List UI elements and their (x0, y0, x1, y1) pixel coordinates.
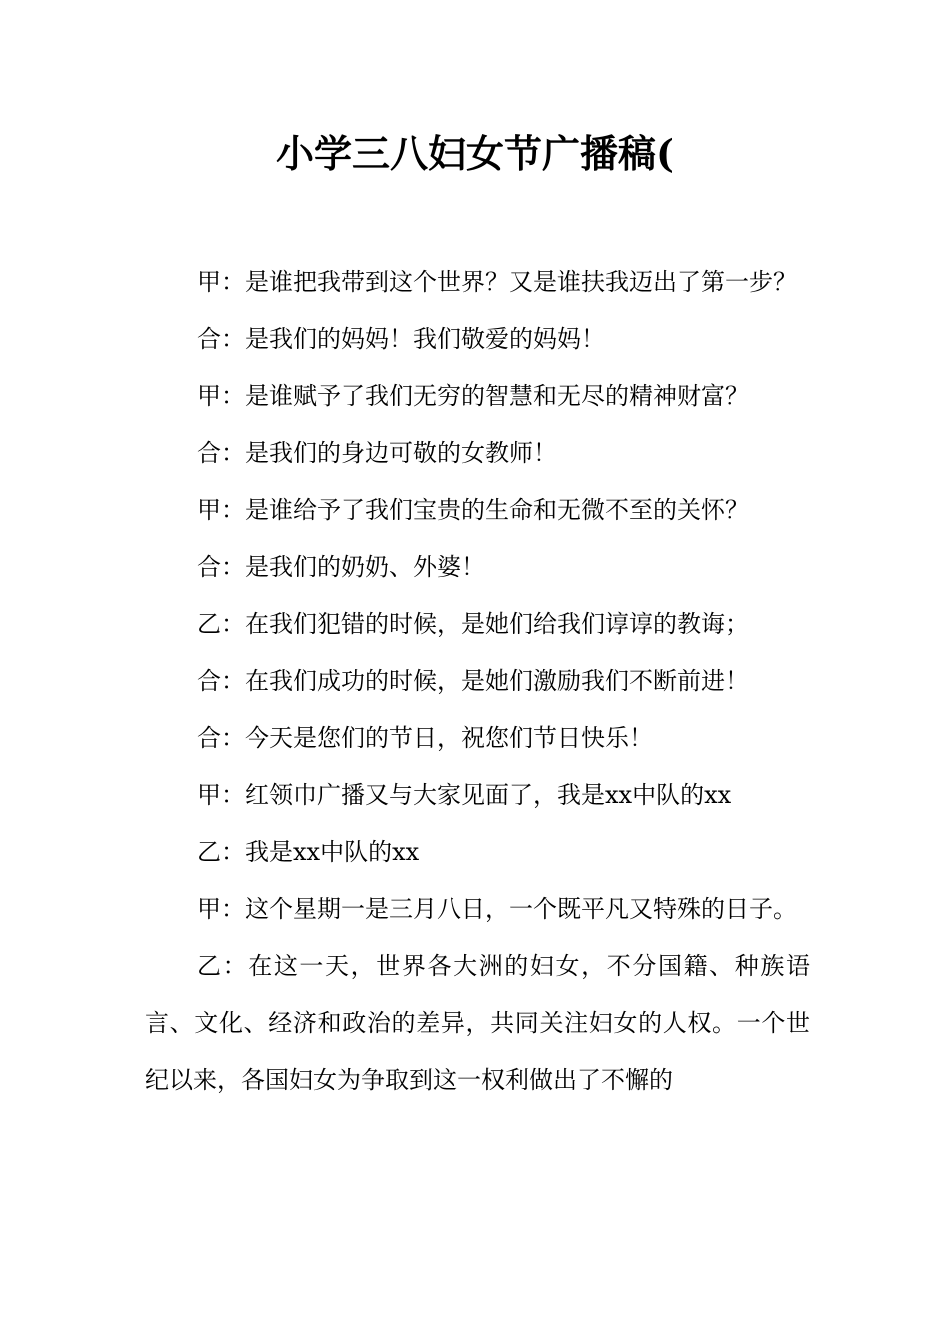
paragraph: 甲：是谁赋予了我们无穷的智慧和无尽的精神财富？ (197, 382, 749, 410)
paragraph: 甲：这个星期一是三月八日，一个既平凡又特殊的日子。 (197, 895, 797, 923)
paragraph: 合：是我们的奶奶、外婆！ (197, 553, 485, 581)
paragraph: 乙：在我们犯错的时候，是她们给我们谆谆的教诲； (197, 610, 749, 638)
paragraph: 合：是我们的妈妈！我们敬爱的妈妈！ (197, 325, 605, 353)
document-title: 小学三八妇女节广播稿( (276, 131, 674, 176)
paragraph: 甲：是谁给予了我们宝贵的生命和无微不至的关怀？ (197, 496, 749, 524)
paragraph: 合：在我们成功的时候，是她们激励我们不断前进！ (197, 667, 749, 695)
paragraph: 合：是我们的身边可敬的女教师！ (197, 439, 557, 467)
paragraph: 合：今天是您们的节日，祝您们节日快乐！ (197, 724, 653, 752)
paragraph: 甲：红领巾广播又与大家见面了，我是xx中队的xx (197, 781, 732, 809)
paragraph: 乙：在这一天，世界各大洲的妇女，不分国籍、种族语言、文化、经济和政治的差异，共同关注妇女的人权。一个世纪以来，各国妇女为争取到这一权利做出了不懈的 (145, 952, 810, 1094)
document-body (145, 254, 810, 1109)
paragraph: 乙：我是xx中队的xx (197, 838, 420, 866)
paragraph: 甲：是谁把我带到这个世界？又是谁扶我迈出了第一步？ (197, 268, 797, 296)
